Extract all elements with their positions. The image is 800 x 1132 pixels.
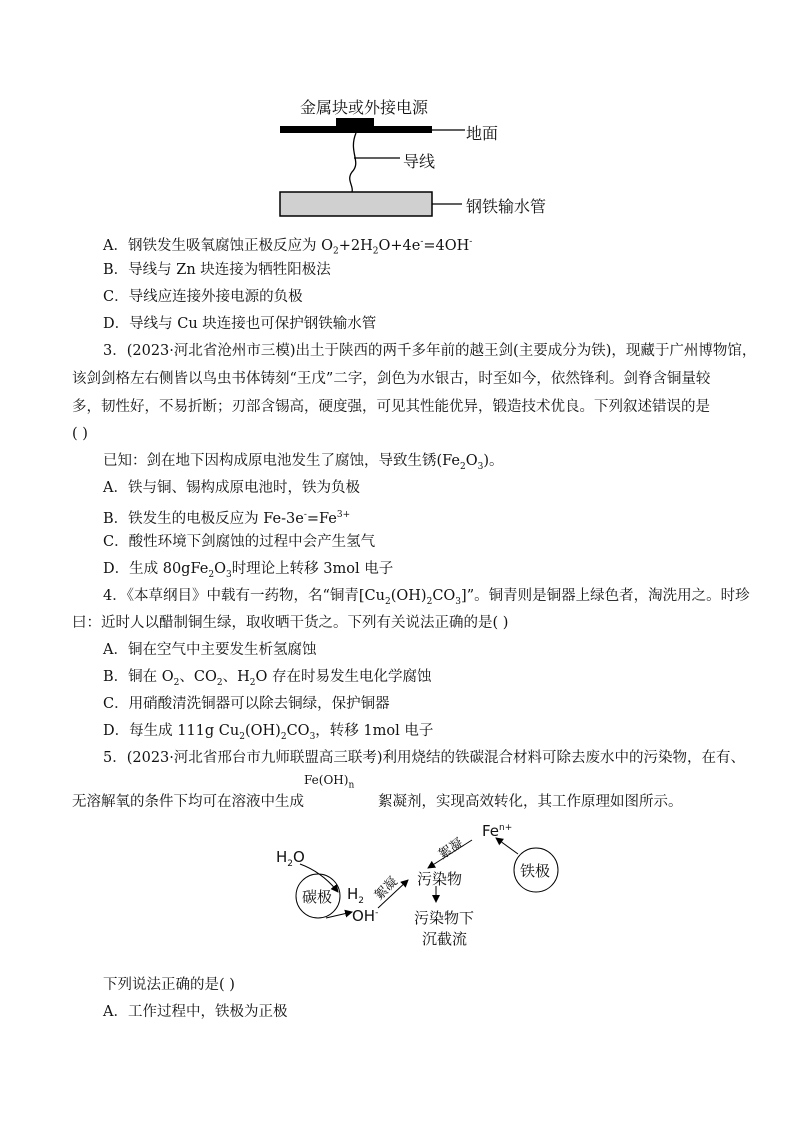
q4-option-d: D．每生成 111g $Cu_2(OH)_2CO_3$，转移 1mol 电子 (103, 723, 434, 742)
q2-option-d: D．导线与 Cu 块连接也可保护钢铁输水管 (103, 316, 377, 332)
q3-option-b: B．铁发生的电极反应为 $Fe-3e^-=Fe^{3+}$ (103, 510, 351, 527)
fe-n-label: $Fe^{n+}$ (482, 822, 513, 840)
q3-option-c: C．酸性环境下剑腐蚀的过程中会产生氢气 (103, 534, 376, 550)
floc-formula: $Fe(OH)_n$ (304, 773, 355, 791)
floc-label-right: 絮凝 (436, 835, 467, 863)
oh-label: OH- (352, 907, 379, 925)
q3-option-a: A．铁与铜、锡构成原电池时，铁为负极 (103, 480, 360, 496)
steel-pipe (280, 192, 432, 216)
metal-block (336, 118, 374, 126)
q2-option-b: B．导线与 Zn 块连接为牺牲阳极法 (103, 262, 331, 278)
q5-option-a: A．工作过程中，铁极为正极 (103, 1004, 288, 1020)
q2-option-c: C．导线应连接外接电源的负极 (103, 289, 303, 305)
q4-option-c: C．用硝酸清洗铜器可以除去铜绿，保护铜器 (103, 696, 390, 712)
wire-label: 导线 (403, 152, 436, 171)
q3-stem-line3: 多，韧性好，不易折断；刃部含锡高，硬度强，可见其性能优异，锻造技术优良。下列叙述错误的是 (72, 399, 710, 415)
iron-to-fe-arrow (496, 838, 518, 854)
iron-electrode-label: 铁极 (520, 862, 551, 880)
q4-option-b: B．铜在 $O_2$、$CO_2$、$H_2O$ 存在时易发生电化学腐蚀 (103, 669, 432, 688)
q4-stem-line2: 曰：近时人以醋制铜生绿，取收晒干货之。下列有关说法正确的是( ) (72, 615, 509, 631)
ground-label: 地面 (466, 124, 499, 143)
metal-block-label: 金属块或外接电源 (300, 98, 429, 117)
ground-bar (280, 126, 432, 133)
pipe-label: 钢铁输水管 (466, 197, 547, 216)
q3-stem-line2: 该剑剑格左右侧皆以鸟虫书体铸刻“王戊”二字，剑色为水银古，时至如今，依然锋利。剑脊含铜量较 (72, 371, 711, 387)
settle-label-1: 污染物下 (414, 909, 475, 927)
q2-option-a: A．钢铁发生吸氧腐蚀正极反应为 $O_2+2H_2O+4e^-=4OH^-$ (103, 237, 473, 257)
q3-stem-line1: 3．(2023·河北省沧州市三模)出土于陕西的两千多年前的越王剑(主要成分为铁)，现藏于广州博物馆， (103, 343, 757, 359)
wire (350, 133, 356, 192)
q3-known: 已知：剑在地下因构成原电池发生了腐蚀，导致生锈$(Fe_2O_3)$。 (103, 453, 504, 472)
q3-answer-paren: ( ) (72, 426, 88, 442)
q4-option-a: A．铜在空气中主要发生析氢腐蚀 (103, 642, 317, 658)
h2-label: $H_2$ (347, 885, 365, 906)
q3-option-d: D．生成 $80gFe_2O_3$时理论上转移 3mol 电子 (103, 561, 394, 580)
q5-stem-line2: 无溶解氧的条件下均可在溶液中生成 $Fe(OH)_n$ 絮凝剂，实现高效转化，其工作原理如图所示。 (72, 786, 683, 812)
settle-label-2: 沉截流 (422, 930, 468, 948)
floc-label-left: 絮凝 (371, 874, 401, 904)
pollutant-label: 污染物 (417, 870, 463, 888)
h2o-label: $H_2O$ (276, 848, 305, 869)
q5-question: 下列说法正确的是( ) (103, 977, 235, 993)
carbon-electrode-label: 碳极 (302, 888, 333, 906)
q4-stem-line1: 4．《本草纲目》中载有一药物，名“铜青$[Cu_2(OH)_2CO_3]$”。铜青则是铜器上绿色者，淘洗用之。时珍 (103, 588, 750, 607)
q5-stem-line1: 5．(2023·河北省邢台市九师联盟高三联考)利用烧结的铁碳混合材料可除去废水中的污染物，在有、 (103, 750, 746, 766)
